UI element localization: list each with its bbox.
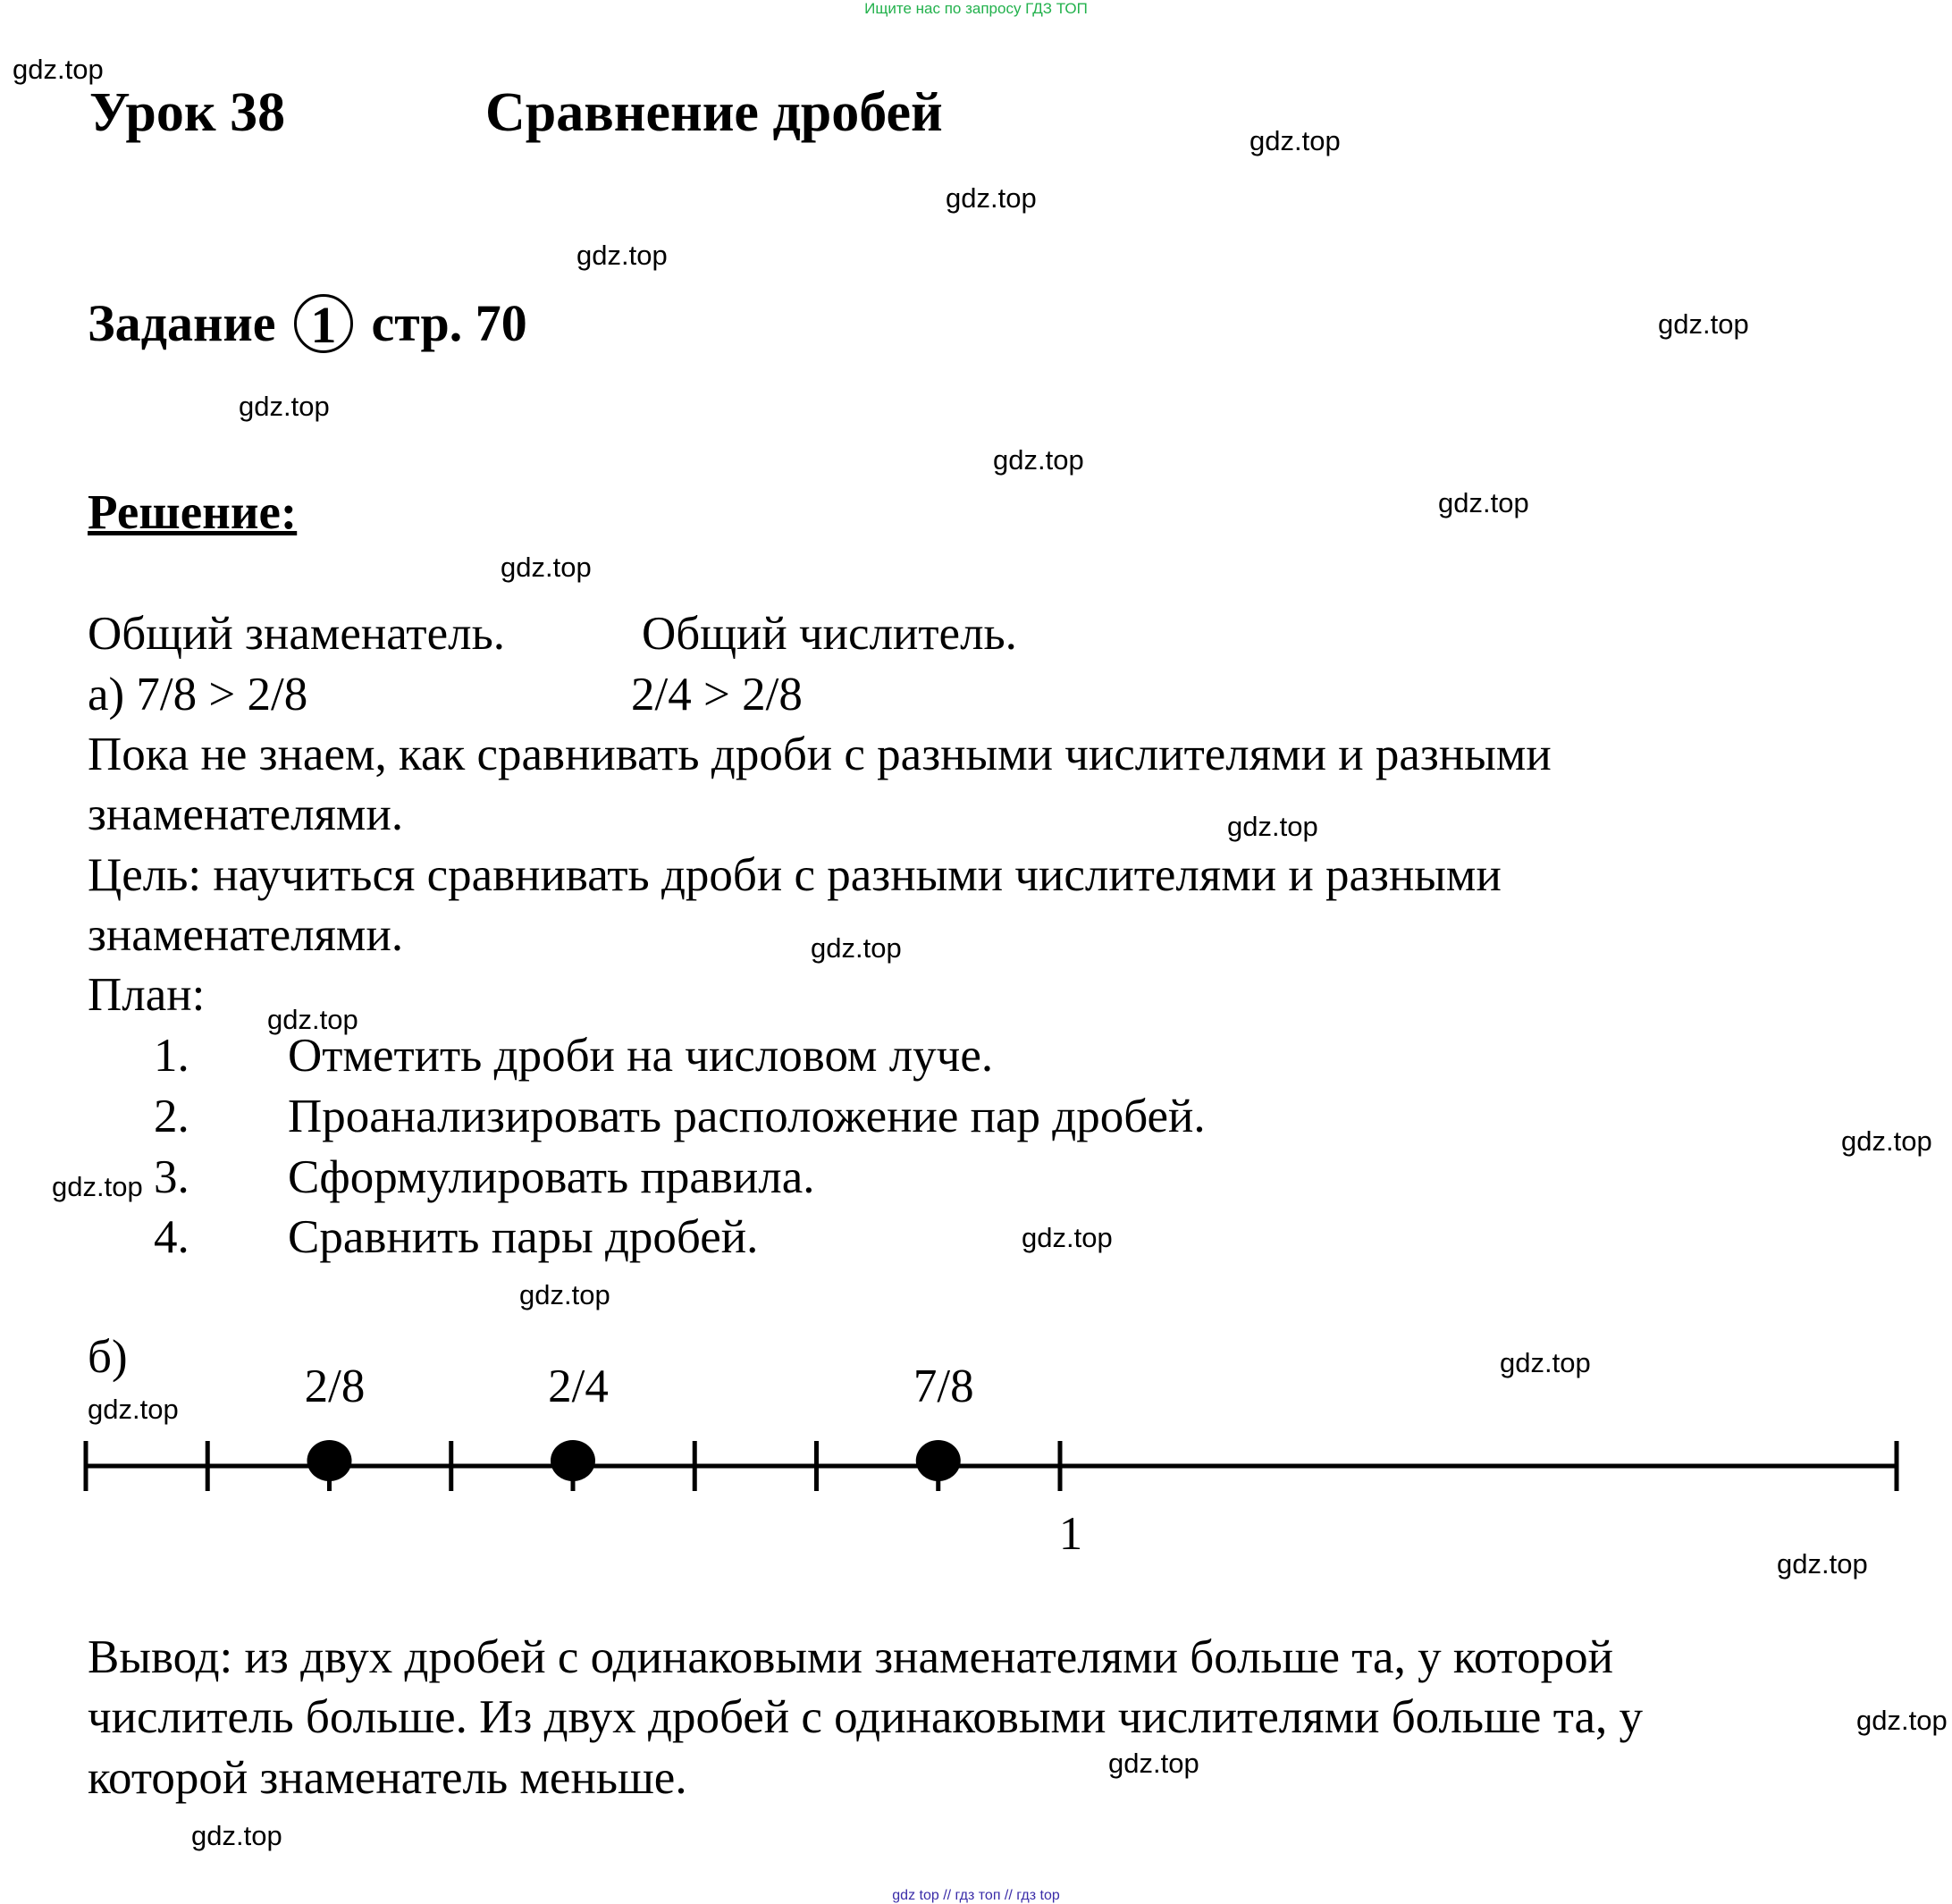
watermark: gdz.top (239, 391, 330, 422)
watermark: gdz.top (501, 552, 592, 583)
number-line-point-label: 7/8 (913, 1361, 974, 1412)
solution-heading: Решение: (88, 484, 298, 539)
watermark: gdz.top (1500, 1347, 1591, 1378)
number-line-point-label: 2/8 (304, 1361, 366, 1412)
plan-item-text: Сравнить пары дробей. (288, 1211, 759, 1263)
plan-item-text: Отметить дроби на числовом луче. (288, 1030, 994, 1082)
number-line (0, 1341, 1952, 1560)
watermark: gdz.top (1249, 125, 1341, 156)
watermark: gdz.top (946, 182, 1037, 214)
number-line-point (916, 1440, 961, 1481)
watermark: gdz.top (1658, 308, 1749, 340)
part-a-comparison-right: 2/4 > 2/8 (631, 669, 803, 720)
watermark: gdz.top (1841, 1125, 1932, 1157)
watermark: gdz.top (519, 1279, 610, 1310)
common-numerator-label: Общий числитель. (642, 608, 1017, 660)
conclusion-line-1: Вывод: из двух дробей с одинаковыми знаменателями больше та, у которой (88, 1631, 1613, 1683)
watermark: gdz.top (1108, 1748, 1199, 1779)
conclusion-line-3: которой знаменатель меньше. (88, 1752, 687, 1804)
task-number-circle: 1 (294, 294, 353, 353)
part-b-label: б) (88, 1331, 128, 1383)
task-page: стр. 70 (371, 294, 527, 352)
problem-line-1: Пока не знаем, как сравнивать дроби с разными числителями и разными (88, 729, 1552, 780)
number-line-one-label: 1 (1058, 1508, 1083, 1560)
top-banner-link[interactable]: Ищите нас по запросу ГДЗ ТОП (864, 0, 1088, 17)
watermark: gdz.top (13, 54, 104, 85)
common-denominator-label: Общий знаменатель. (88, 608, 505, 660)
watermark: gdz.top (1438, 487, 1529, 518)
task-header (88, 294, 527, 358)
plan-label: План: (88, 969, 206, 1021)
conclusion-line-2: числитель больше. Из двух дробей с одинаковыми числителями больше та, у (88, 1691, 1644, 1743)
watermark: gdz.top (1777, 1548, 1868, 1580)
watermark: gdz.top (1856, 1705, 1948, 1736)
plan-item-number: 4. (154, 1211, 189, 1263)
watermark: gdz.top (88, 1394, 179, 1425)
plan-item (154, 1032, 993, 1080)
watermark: gdz.top (993, 444, 1084, 476)
number-line-point (551, 1440, 595, 1481)
number-line-point (307, 1440, 352, 1481)
number-line-point-label: 2/4 (548, 1361, 609, 1412)
goal-line-1: Цель: научиться сравнивать дроби с разными числителями и разными (88, 849, 1502, 901)
watermark: gdz.top (576, 240, 668, 271)
plan-item (154, 1151, 815, 1203)
watermark: gdz.top (52, 1171, 143, 1202)
watermark: gdz.top (1022, 1222, 1113, 1253)
task-prefix: Задание (88, 294, 276, 352)
plan-item-text: Проанализировать расположение пар дробей. (288, 1091, 1206, 1142)
plan-item-text: Сформулировать правила. (288, 1151, 815, 1203)
lesson-number: Урок 38 (89, 82, 286, 143)
goal-line-2: знаменателями. (88, 909, 404, 961)
part-a-comparison: а) 7/8 > 2/8 (88, 669, 308, 720)
plan-item (154, 1211, 759, 1263)
plan-item (154, 1093, 1206, 1141)
page-title: Сравнение дробей (485, 82, 943, 143)
watermark: gdz.top (191, 1820, 282, 1851)
plan-item-number: 3. (154, 1151, 189, 1203)
watermark: gdz.top (811, 932, 902, 964)
problem-line-2: знаменателями. (88, 788, 404, 840)
plan-item-number: 2. (154, 1091, 189, 1142)
watermark: gdz.top (267, 1004, 358, 1035)
watermark: gdz.top (1227, 811, 1318, 842)
plan-item-number: 1. (154, 1030, 189, 1082)
footer-links[interactable]: gdz top // гдз топ // гдз top (892, 1888, 1060, 1903)
